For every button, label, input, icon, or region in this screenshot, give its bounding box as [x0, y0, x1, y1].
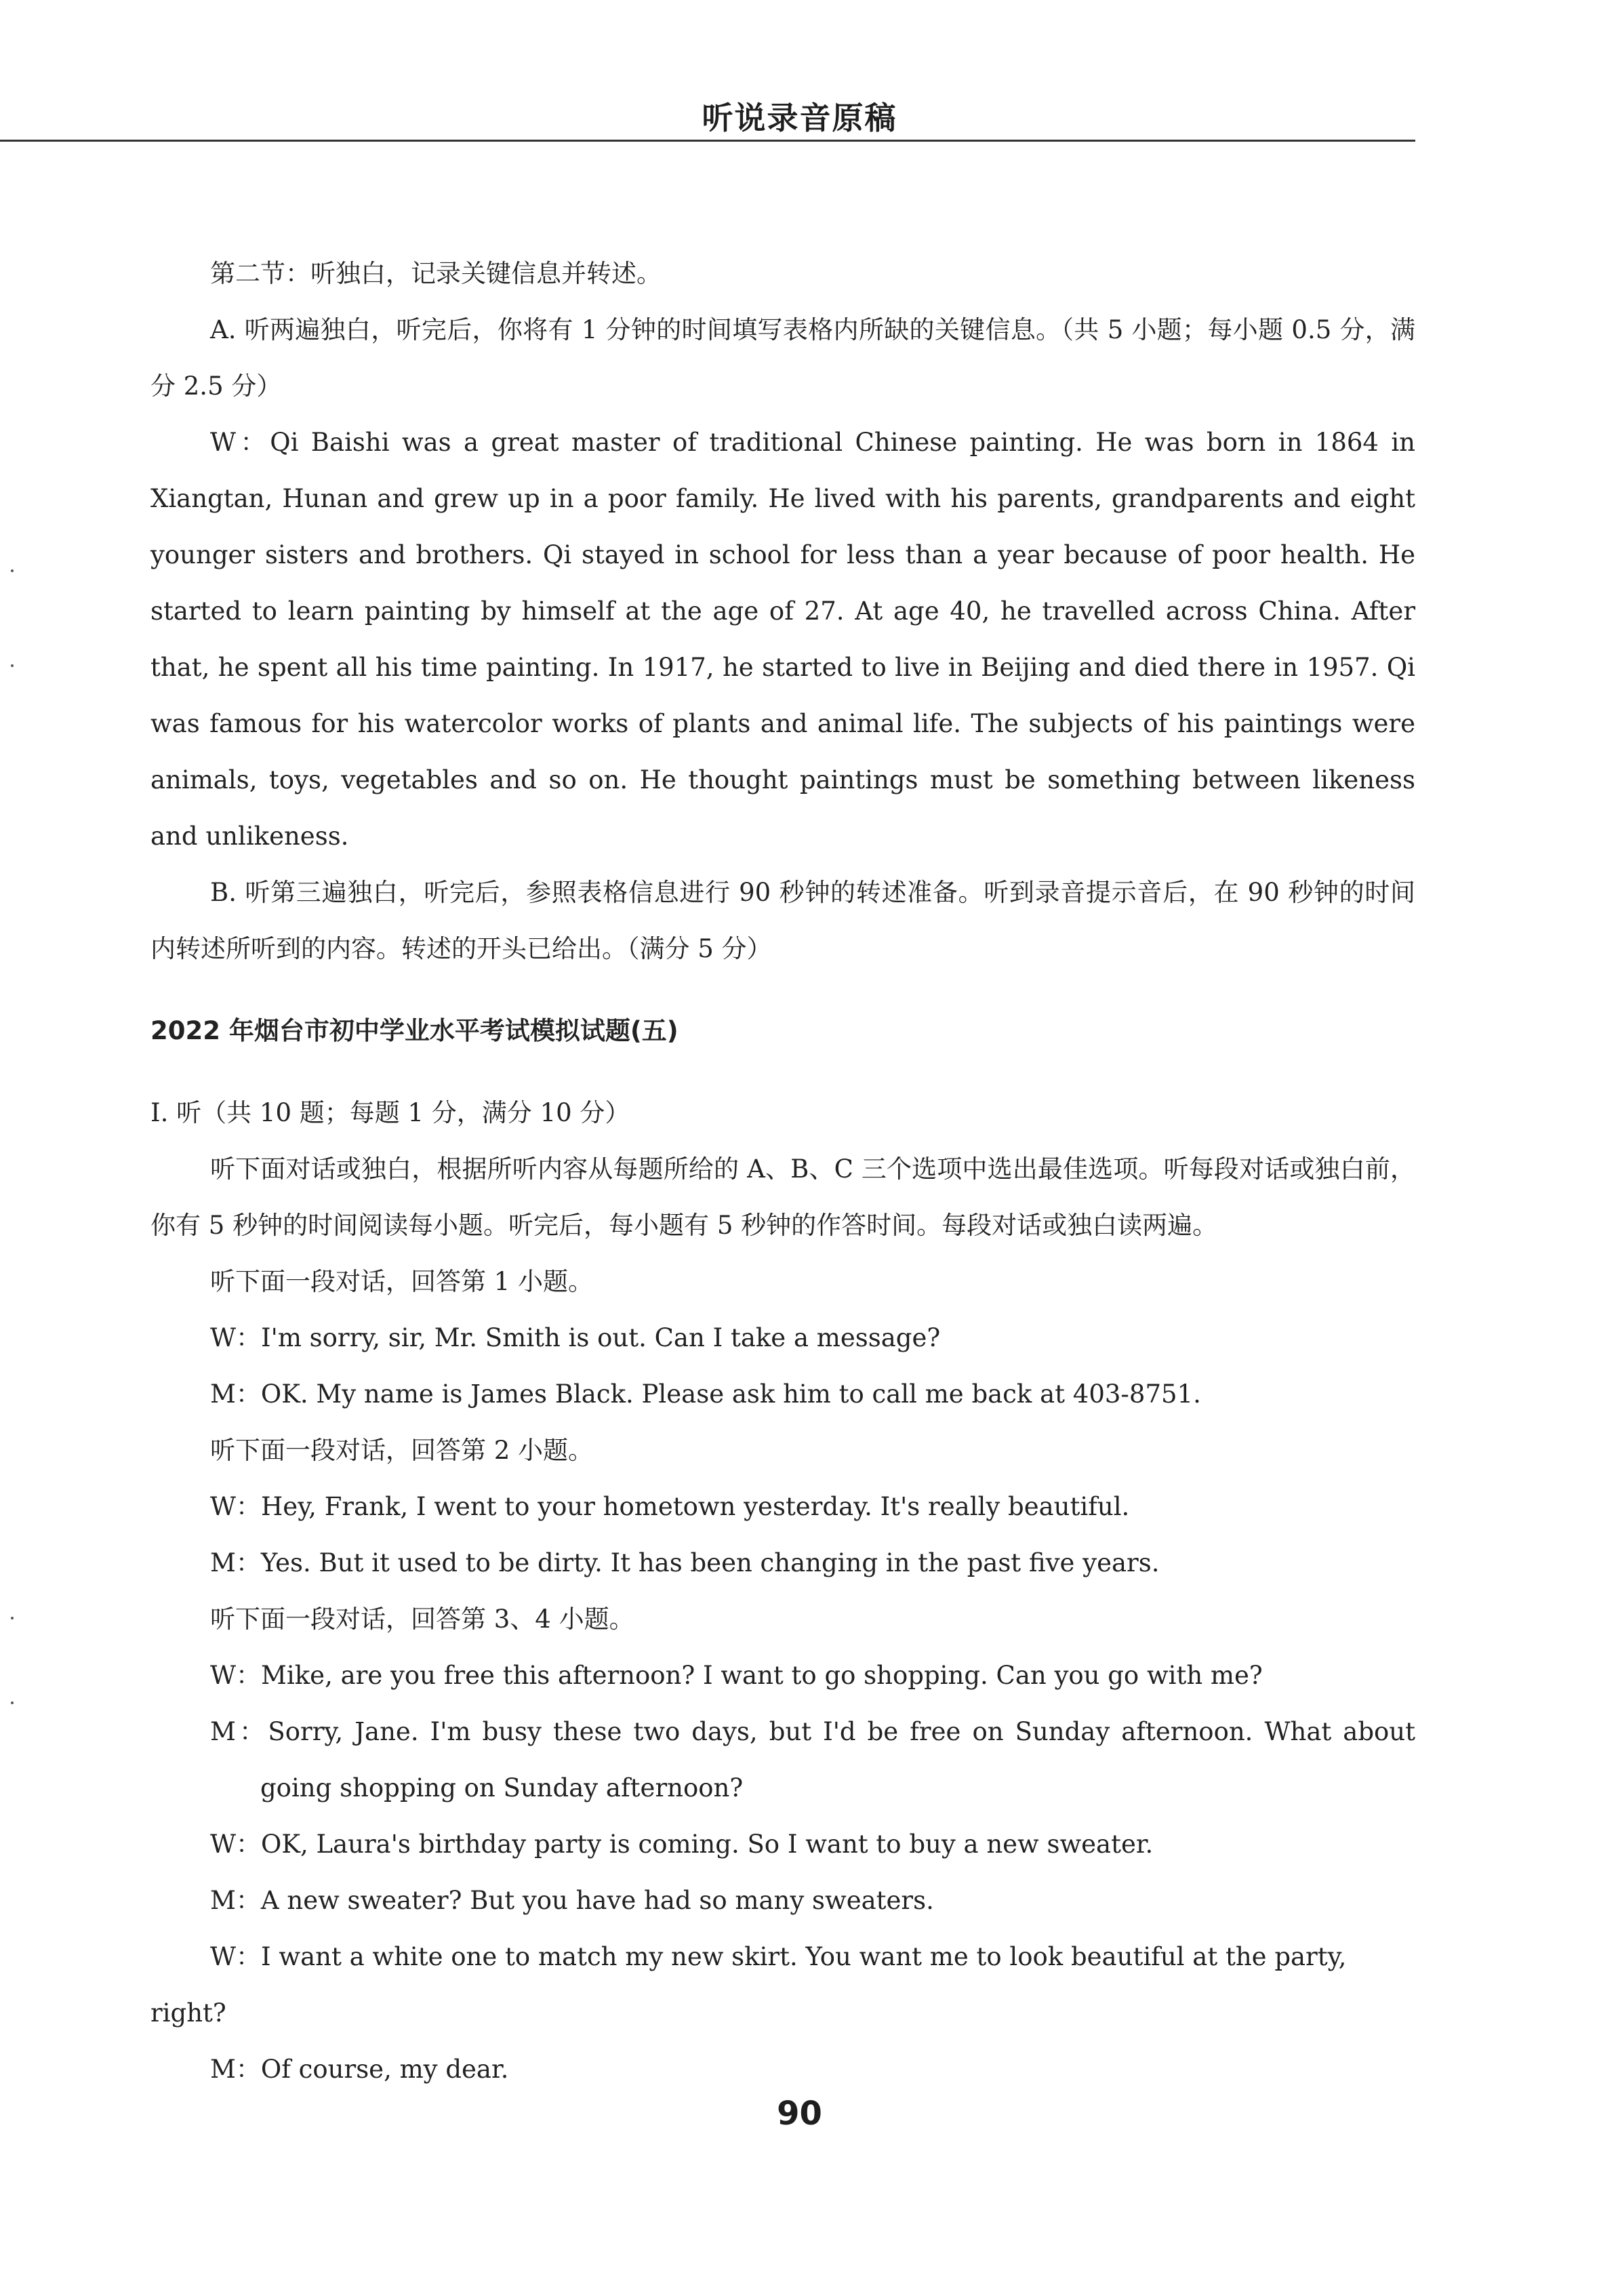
- scan-speck: [11, 1701, 14, 1704]
- page-number: 90: [777, 2095, 822, 2133]
- part1-heading: Ⅰ. 听（共 10 题；每题 1 分，满分 10 分）: [150, 1098, 630, 1127]
- header-divider: [0, 140, 1415, 142]
- page-content: [150, 245, 1415, 2097]
- dialogue-prompt: 听下面一段对话，回答第 3、4 小题。: [210, 1605, 634, 1634]
- dialogue-line: W：Hey, Frank, I went to your hometown yesterday. It's really beautiful.: [210, 1492, 1130, 1521]
- exam-title: 2022 年烟台市初中学业水平考试模拟试题(五): [150, 1016, 679, 1045]
- dialogue-prompt: 听下面一段对话，回答第 2 小题。: [210, 1436, 594, 1465]
- dialogue-line: W：Mike, are you free this afternoon? I want to go shopping. Can you go with me?: [210, 1661, 1263, 1690]
- dialogue-line: M：Sorry, Jane. I'm busy these two days, but I'd be free on Sunday afternoon. What about going shopping on Sunday afternoon?: [210, 1717, 1415, 1802]
- scan-speck: [11, 1617, 14, 1619]
- section2-part-b: B. 听第三遍独白，听完后，参照表格信息进行 90 秒钟的转述准备。听到录音提示音后，在 90 秒钟的时间内转述所听到的内容。转述的开头已给出。（满分 5 分）: [150, 878, 1415, 963]
- scan-speck: [11, 664, 14, 667]
- dialogue-line: M：A new sweater? But you have had so many sweaters.: [210, 1886, 934, 1915]
- scan-speck: [11, 569, 14, 572]
- dialogue-line: W：I want a white one to match my new skirt. You want me to look beautiful at the party, right?: [150, 1942, 1347, 2028]
- dialogue-line: M：OK. My name is James Black. Please ask him to call me back at 403-8751.: [210, 1379, 1201, 1409]
- monologue-text: W：Qi Baishi was a great master of traditional Chinese painting. He was born in 1864 in Xiangtan, Hunan and grew up in a poor family. He lived with his parents, grandparents and eight younger sisters and brothers. Qi stayed in school for less than a year because of poor health. He started to learn painting by himself at the age of 27. At age 40, he travelled across China. After that, he spent all his time painting. In 1917, he started to live in Beijing and died there in 1957. Qi was famous for his watercolor works of plants and animal life. The subjects of his paintings were animals, toys, vegetables and so on. He thought paintings must be something between likeness and unlikeness.: [150, 428, 1415, 851]
- section2-heading: 第二节：听独白，记录关键信息并转述。: [210, 259, 662, 288]
- dialogue-line: M：Of course, my dear.: [210, 2055, 509, 2084]
- dialogue-line: W：I'm sorry, sir, Mr. Smith is out. Can I take a message?: [210, 1323, 941, 1352]
- dialogue-line: W：OK, Laura's birthday party is coming. So I want to buy a new sweater.: [210, 1830, 1154, 1859]
- page-header-title: 听说录音原稿: [702, 100, 897, 136]
- section2-part-a: A. 听两遍独白，听完后，你将有 1 分钟的时间填写表格内所缺的关键信息。（共 5 小题；每小题 0.5 分，满分 2.5 分）: [150, 315, 1415, 401]
- dialogue-line: M：Yes. But it used to be dirty. It has been changing in the past five years.: [210, 1548, 1160, 1577]
- part1-instructions: 听下面对话或独白，根据所听内容从每题所给的 A、B、C 三个选项中选出最佳选项。听每段对话或独白前，你有 5 秒钟的时间阅读每小题。听完后，每小题有 5 秒钟的作答时间。每段对话或独白读两遍。: [150, 1154, 1415, 1240]
- dialogue-prompt: 听下面一段对话，回答第 1 小题。: [210, 1267, 594, 1296]
